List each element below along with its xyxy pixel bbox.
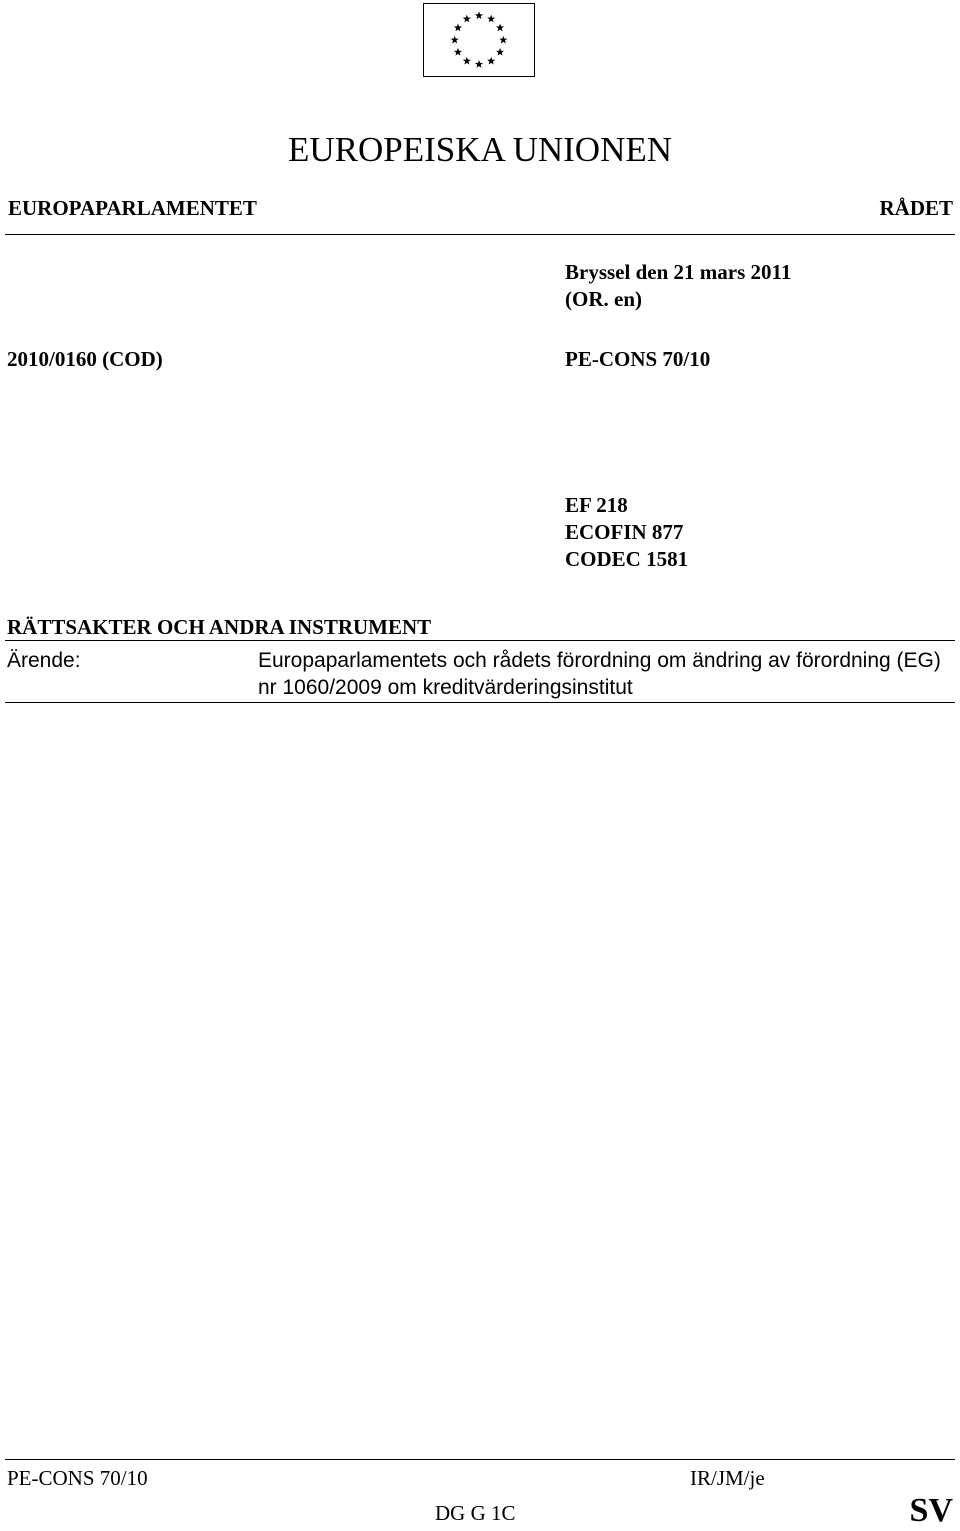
star-icon bbox=[451, 36, 459, 44]
header-divider bbox=[5, 234, 955, 235]
procedure-number: 2010/0160 (COD) bbox=[7, 347, 163, 371]
star-icon bbox=[463, 15, 471, 23]
footer-divider bbox=[5, 1459, 955, 1460]
eu-flag-icon bbox=[423, 3, 535, 77]
star-icon bbox=[496, 48, 504, 56]
star-icon bbox=[454, 24, 462, 32]
original-language: (OR. en) bbox=[565, 287, 642, 311]
subject-text: Europaparlamentets och rådets förordning om ändring av förordning (EG) nr 1060/2009 om kreditvärderingsinstitut bbox=[258, 649, 941, 699]
star-icon bbox=[487, 57, 495, 65]
subject-label: Ärende: bbox=[7, 649, 81, 672]
code-line: ECOFIN 877 bbox=[565, 520, 684, 544]
star-icon bbox=[499, 36, 507, 44]
code-line: EF 218 bbox=[565, 493, 628, 517]
footer-directorate: DG G 1C bbox=[435, 1501, 516, 1525]
left-institution: EUROPAPARLAMENTET bbox=[8, 196, 257, 220]
subject-bottom-divider bbox=[5, 702, 955, 703]
footer-document-number: PE-CONS 70/10 bbox=[7, 1466, 148, 1490]
subject-top-divider bbox=[5, 640, 955, 641]
place-date: Bryssel den 21 mars 2011 bbox=[565, 260, 792, 284]
star-icon bbox=[487, 15, 495, 23]
star-icon bbox=[475, 11, 483, 19]
legal-acts-heading: RÄTTSAKTER OCH ANDRA INSTRUMENT bbox=[7, 615, 432, 639]
star-icon bbox=[454, 48, 462, 56]
document-number: PE-CONS 70/10 bbox=[565, 347, 711, 371]
star-icon bbox=[475, 60, 483, 68]
code-line: CODEC 1581 bbox=[565, 547, 689, 571]
footer-initials: IR/JM/je bbox=[690, 1466, 765, 1490]
star-icon bbox=[496, 24, 504, 32]
language-code: SV bbox=[909, 1492, 953, 1529]
document-title: EUROPEISKA UNIONEN bbox=[287, 130, 673, 169]
star-icon bbox=[463, 57, 471, 65]
right-institution: RÅDET bbox=[879, 196, 953, 220]
